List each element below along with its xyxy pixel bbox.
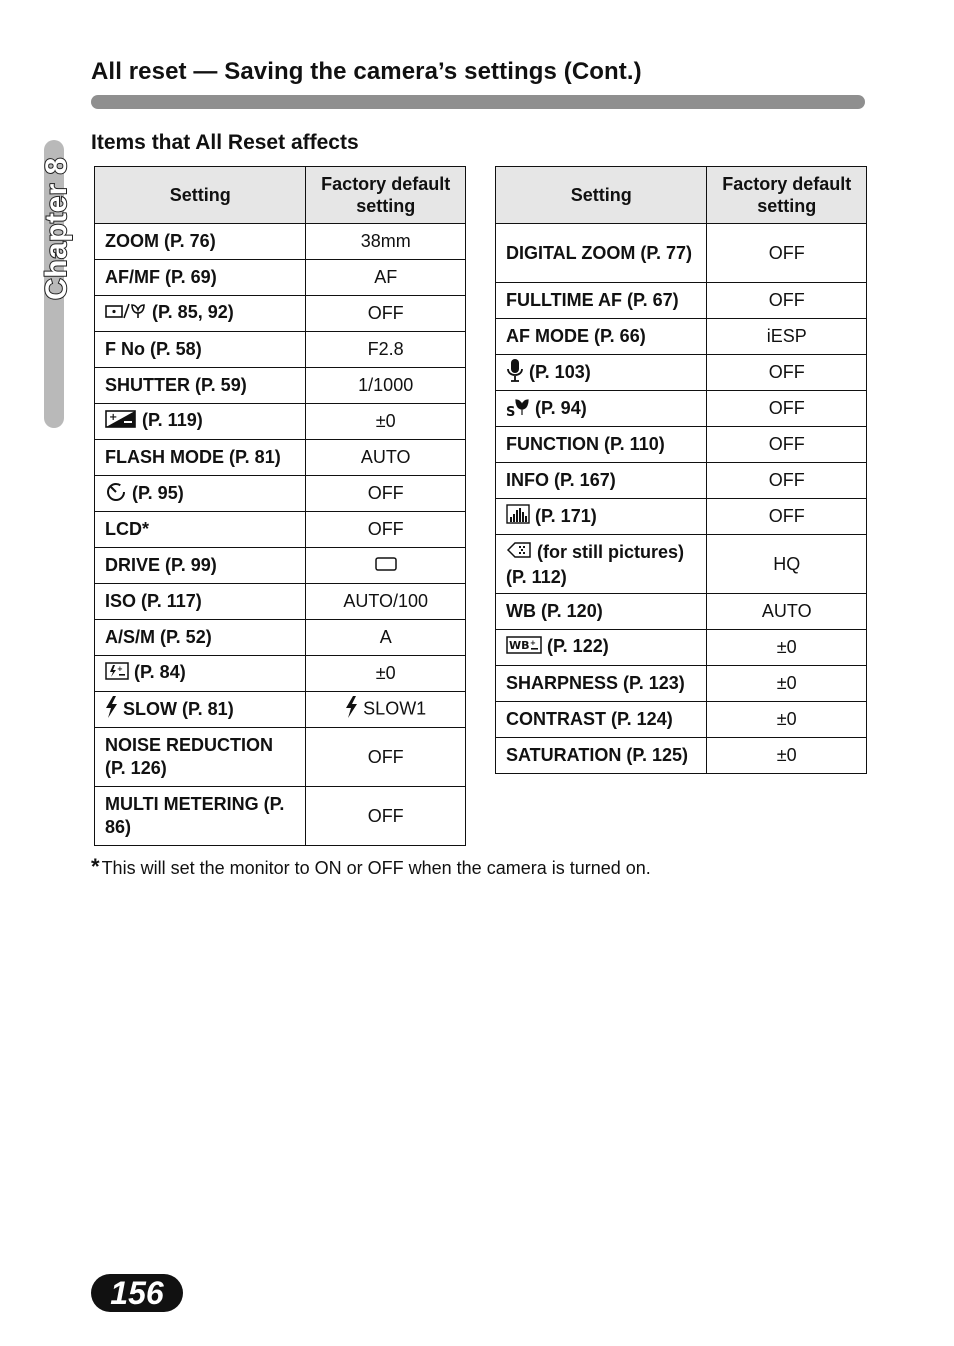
default-value-cell <box>707 355 867 391</box>
table-row <box>95 512 466 548</box>
setting-label: DRIVE (P. 99) <box>105 555 217 575</box>
table-row <box>496 355 867 391</box>
self-timer-icon <box>105 480 127 508</box>
setting-label: MULTI METERING (P. 86) <box>105 794 290 837</box>
default-value: OFF <box>367 805 404 826</box>
table-row <box>496 319 867 355</box>
default-value: OFF <box>367 303 404 323</box>
svg-text:+: + <box>109 411 118 423</box>
setting-label: FUNCTION (P. 110) <box>506 434 665 454</box>
table-row <box>95 787 466 846</box>
default-value: A <box>379 627 392 647</box>
table-row <box>95 296 466 332</box>
default-value: 1/1000 <box>358 375 414 395</box>
setting-label: (P. 171) <box>530 505 597 526</box>
settings-table-left <box>94 166 466 846</box>
setting-cell <box>95 692 306 728</box>
default-value-cell <box>306 584 466 620</box>
table-row <box>496 224 867 283</box>
default-value-cell <box>306 512 466 548</box>
default-value: SLOW1 <box>358 698 427 719</box>
default-value: OFF <box>367 519 404 539</box>
setting-label: FULLTIME AF (P. 67) <box>506 290 679 310</box>
table-row <box>496 427 867 463</box>
header-setting: Setting <box>496 167 707 224</box>
default-value-cell <box>306 787 466 846</box>
setting-cell <box>95 728 306 787</box>
setting-cell <box>95 620 306 656</box>
table-row <box>95 584 466 620</box>
default-value: iESP <box>766 326 807 346</box>
table-row <box>496 630 867 666</box>
setting-label: SHUTTER (P. 59) <box>105 375 247 395</box>
table-row <box>95 404 466 440</box>
default-value: F2.8 <box>367 339 404 359</box>
default-value: OFF <box>768 470 805 490</box>
single-frame-icon <box>375 555 397 576</box>
default-value-cell <box>707 391 867 427</box>
setting-cell <box>95 332 306 368</box>
setting-label: AF/MF (P. 69) <box>105 267 217 287</box>
title-bar <box>91 95 865 109</box>
footnote-marker: * <box>91 854 100 879</box>
setting-cell <box>95 512 306 548</box>
default-value-cell <box>306 368 466 404</box>
table-row <box>95 260 466 296</box>
flash-bolt-icon <box>345 696 358 723</box>
table-row <box>95 728 466 787</box>
setting-cell <box>496 630 707 666</box>
setting-label: (P. 85, 92) <box>147 302 234 323</box>
image-quality-icon <box>506 540 532 566</box>
default-value-cell <box>306 404 466 440</box>
setting-cell <box>95 656 306 692</box>
default-value: ±0 <box>375 411 396 431</box>
setting-label: WB (P. 120) <box>506 601 603 621</box>
setting-cell <box>496 499 707 535</box>
header-factory-default: Factory default setting <box>707 167 867 224</box>
setting-cell <box>496 319 707 355</box>
table-row <box>95 620 466 656</box>
settings-table-right <box>495 166 867 774</box>
setting-label: NOISE REDUCTION (P. 126) <box>105 735 279 778</box>
default-value: ±0 <box>776 745 797 765</box>
table-row <box>496 702 867 738</box>
setting-label: (P. 95) <box>127 482 184 503</box>
table-row <box>496 666 867 702</box>
default-value: AUTO <box>360 447 411 467</box>
table-row <box>95 332 466 368</box>
setting-label: INFO (P. 167) <box>506 470 616 490</box>
default-value: ±0 <box>776 673 797 693</box>
setting-cell <box>95 296 306 332</box>
default-value: OFF <box>768 398 805 418</box>
default-value: OFF <box>768 290 805 310</box>
flash-intensity-icon <box>105 662 129 686</box>
default-value: OFF <box>367 746 404 767</box>
setting-cell <box>496 283 707 319</box>
setting-cell <box>496 224 707 283</box>
default-value-cell <box>306 656 466 692</box>
default-value: OFF <box>768 434 805 454</box>
footnote <box>91 854 651 884</box>
setting-label: (P. 94) <box>530 397 587 418</box>
setting-cell <box>95 584 306 620</box>
setting-label: (for still pictures) (P. 112) <box>506 541 690 587</box>
table-row <box>496 391 867 427</box>
setting-label: SLOW (P. 81) <box>118 698 234 719</box>
setting-label: ISO (P. 117) <box>105 591 202 611</box>
default-value-cell <box>306 224 466 260</box>
table-row <box>496 594 867 630</box>
setting-cell <box>95 224 306 260</box>
table-row <box>496 463 867 499</box>
default-value-cell <box>306 692 466 728</box>
default-value-cell <box>707 535 867 594</box>
setting-cell <box>496 666 707 702</box>
setting-label: (P. 119) <box>137 410 203 431</box>
setting-cell <box>496 702 707 738</box>
header-setting: Setting <box>95 167 306 224</box>
default-value: ±0 <box>776 637 797 657</box>
svg-text:+: + <box>117 664 123 673</box>
default-value: OFF <box>768 362 805 382</box>
default-value-cell <box>707 283 867 319</box>
setting-cell <box>496 535 707 594</box>
default-value: ±0 <box>375 663 396 683</box>
exposure-compensation-icon <box>105 410 137 434</box>
default-value-cell <box>707 630 867 666</box>
default-value: 38mm <box>360 231 411 251</box>
setting-cell <box>496 463 707 499</box>
default-value-cell <box>707 224 867 283</box>
table-row <box>496 738 867 774</box>
wb-adjust-icon <box>506 636 542 660</box>
table-row <box>496 499 867 535</box>
setting-label: F No (P. 58) <box>105 339 202 359</box>
default-value: ±0 <box>776 709 797 729</box>
default-value-cell <box>707 427 867 463</box>
default-value-cell <box>306 260 466 296</box>
default-value-cell <box>707 666 867 702</box>
section-title: Items that All Reset affects <box>91 131 359 154</box>
table-row <box>95 368 466 404</box>
chapter-label: Chapter 8 <box>40 157 73 300</box>
default-value-cell <box>306 440 466 476</box>
default-value-cell <box>306 332 466 368</box>
default-value-cell <box>707 702 867 738</box>
table-row <box>496 535 867 594</box>
header-factory-default: Factory default setting <box>306 167 466 224</box>
table-row <box>95 548 466 584</box>
svg-text:+: + <box>530 638 536 647</box>
page-number: 156 <box>91 1274 183 1312</box>
default-value-cell <box>306 548 466 584</box>
setting-cell <box>95 260 306 296</box>
setting-label: SHARPNESS (P. 123) <box>506 673 685 693</box>
default-value-cell <box>306 620 466 656</box>
right-table-body <box>496 224 867 774</box>
spot-macro-icon <box>105 302 147 326</box>
default-value: OFF <box>768 242 805 263</box>
setting-cell <box>95 476 306 512</box>
table-row <box>95 476 466 512</box>
setting-cell <box>496 738 707 774</box>
setting-cell <box>95 440 306 476</box>
histogram-icon <box>506 504 530 530</box>
table-row <box>95 224 466 260</box>
setting-label: LCD* <box>105 519 149 539</box>
default-value-cell <box>306 296 466 332</box>
default-value: AF <box>374 267 398 287</box>
svg-text:WB: WB <box>509 638 530 652</box>
default-value-cell <box>707 594 867 630</box>
setting-label: ZOOM (P. 76) <box>105 231 216 251</box>
table-row <box>95 440 466 476</box>
left-table-body <box>95 224 466 846</box>
default-value: HQ <box>773 553 801 574</box>
microphone-icon <box>506 358 524 388</box>
setting-label: AF MODE (P. 66) <box>506 326 646 346</box>
footnote-text: This will set the monitor to ON or OFF when the camera is turned on. <box>101 858 651 878</box>
default-value-cell <box>707 319 867 355</box>
setting-label: (P. 103) <box>524 361 591 382</box>
default-value-cell <box>306 476 466 512</box>
setting-label: A/S/M (P. 52) <box>105 627 212 647</box>
setting-label: CONTRAST (P. 124) <box>506 709 673 729</box>
setting-cell <box>496 594 707 630</box>
default-value-cell <box>306 728 466 787</box>
default-value-cell <box>707 463 867 499</box>
table-row <box>95 656 466 692</box>
default-value: OFF <box>768 506 805 526</box>
setting-cell <box>95 787 306 846</box>
setting-cell <box>496 391 707 427</box>
flash-bolt-icon <box>105 696 118 724</box>
page-title: All reset — Saving the camera’s settings (Cont.) <box>91 58 642 85</box>
setting-cell <box>95 368 306 404</box>
setting-cell <box>496 355 707 391</box>
setting-label: (P. 122) <box>542 636 609 657</box>
table-row <box>95 692 466 728</box>
setting-cell <box>95 548 306 584</box>
table-row <box>496 283 867 319</box>
setting-cell <box>496 427 707 463</box>
svg-text:S: S <box>506 404 516 417</box>
default-value-cell <box>707 738 867 774</box>
default-value: AUTO/100 <box>343 591 429 611</box>
default-value-cell <box>707 499 867 535</box>
setting-label: (P. 84) <box>129 662 186 683</box>
setting-label: DIGITAL ZOOM (P. 77) <box>506 242 693 263</box>
default-value: OFF <box>367 483 404 503</box>
setting-cell <box>95 404 306 440</box>
default-value: AUTO <box>761 601 812 621</box>
setting-label: SATURATION (P. 125) <box>506 745 689 765</box>
setting-label: FLASH MODE (P. 81) <box>105 447 281 467</box>
super-macro-icon <box>506 395 530 423</box>
